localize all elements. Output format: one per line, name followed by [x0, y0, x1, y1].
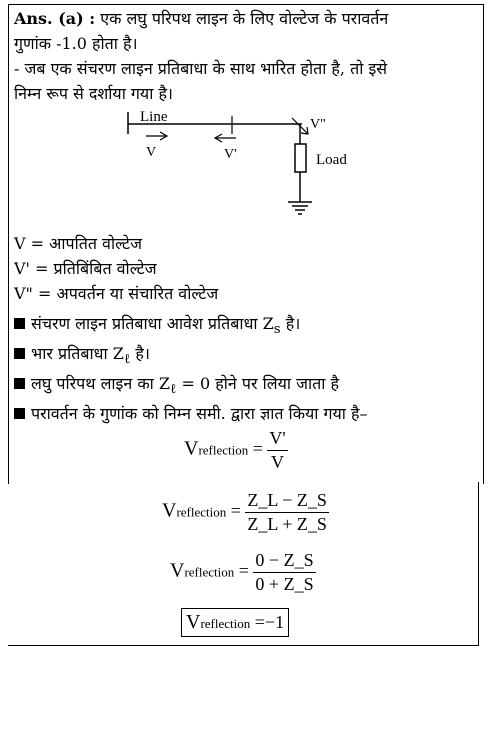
answer-frame-right-edge: [478, 482, 479, 645]
answer-line-4: निम्न रूप से दर्शाया गया है।: [14, 84, 173, 103]
definition-reflected: V' = प्रतिबिंबित वोल्टेज: [14, 259, 157, 278]
answer-frame-bottom-edge: [8, 645, 479, 646]
bullet-short-circuit: लघु परिपथ लाइन का $Z_\ell = 0$ होने पर लिया जाता है: [14, 373, 339, 401]
transmission-line-diagram: [112, 104, 372, 226]
equation-3-fraction: $\frac{0 - Z\_S}{0 + Z\_S}$: [255, 550, 314, 594]
bullet-square-icon: [14, 348, 25, 359]
load-label: Load: [316, 152, 347, 168]
bullet-coefficient: परावर्तन के गुणांक को निम्न समी. द्वारा ज्ञात किया गया है–: [14, 403, 368, 425]
answer-label: Ans. (a) :: [14, 9, 96, 28]
answer-line-2: गुणांक -1.0 होता है।: [14, 34, 138, 53]
bullet-square-icon: [14, 318, 25, 329]
equation-2-fraction: $\frac{Z\_L - Z\_S}{Z\_L + Z\_S}$: [247, 490, 327, 534]
bullet-load-impedance: भार प्रतिबाधा $Z_\ell$ है।: [14, 343, 150, 371]
equation-1: Vreflection = $\frac{V'}{V}$: [184, 428, 286, 472]
reflected-voltage-label: V': [224, 147, 237, 162]
line-label: Line: [140, 109, 168, 125]
answer-line-1-text: एक लघु परिपथ लाइन के लिए वोल्टेज के परावर्तन: [100, 9, 389, 28]
answer-line-1: [14, 8, 388, 30]
definition-transmitted: V" = अपवर्तन या संचारित वोल्टेज: [14, 284, 219, 303]
equation-1-fraction: $\frac{V'}{V}$: [269, 428, 286, 472]
bullet-square-icon: [14, 378, 25, 389]
bullet-line-impedance: संचरण लाइन प्रतिबाधा आवेश प्रतिबाधा $Z_s$ है।: [14, 313, 300, 341]
transmitted-voltage-label: V": [310, 117, 326, 132]
equation-2: Vreflection = $\frac{Z\_L - Z\_S}{Z\_L + Z\_S}$: [162, 490, 327, 534]
incident-voltage-label: V: [146, 145, 157, 160]
bullet-square-icon: [14, 408, 25, 419]
load-resistor: [295, 144, 306, 172]
equation-4-boxed-result: Vreflection =−1: [181, 608, 289, 637]
answer-line-3: - जब एक संचरण लाइन प्रतिबाधा के साथ भारित होता है, तो इसे: [14, 59, 388, 78]
equation-3: Vreflection = $\frac{0 - Z\_S}{0 + Z\_S}$: [170, 550, 314, 594]
definition-incident: V = आपतित वोल्टेज: [14, 234, 142, 253]
